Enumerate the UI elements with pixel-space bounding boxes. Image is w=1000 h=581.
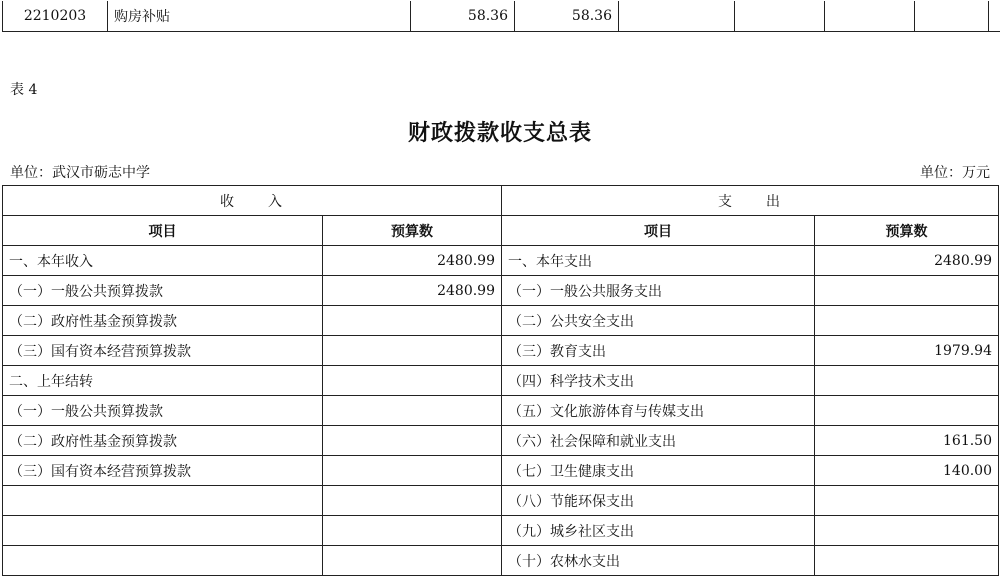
income-item-cell: （一）一般公共预算拨款: [3, 276, 323, 306]
income-item-cell: （二）政府性基金预算拨款: [3, 306, 323, 336]
value-cell: 58.36: [411, 1, 515, 32]
table-row: [3, 396, 999, 426]
expense-value-cell: 2480.99: [815, 246, 999, 276]
income-item-cell: 一、本年收入: [3, 246, 323, 276]
income-item-cell: （二）政府性基金预算拨款: [3, 426, 323, 456]
income-value-cell: 2480.99: [323, 246, 502, 276]
table-row: [3, 276, 999, 306]
empty-cell: [735, 1, 825, 32]
table-row: [3, 306, 999, 336]
income-value-cell: [323, 516, 502, 546]
table-row: [3, 546, 999, 576]
section-header-row: [3, 186, 999, 216]
expense-value-cell: 1979.94: [815, 336, 999, 366]
expense-item-cell: 一、本年支出: [502, 246, 815, 276]
income-value-cell: 2480.99: [323, 276, 502, 306]
income-value-cell: [323, 546, 502, 576]
expense-value-cell: 161.50: [815, 426, 999, 456]
income-budget-header: 预算数: [323, 216, 502, 246]
expense-value-cell: [815, 546, 999, 576]
empty-cell: [619, 1, 735, 32]
income-item-cell: （一）一般公共预算拨款: [3, 396, 323, 426]
table-row: [3, 366, 999, 396]
page-title: 财政拨款收支总表: [407, 120, 592, 146]
table-row: [3, 246, 999, 276]
income-header: 收 入: [3, 186, 502, 216]
income-item-cell: [3, 546, 323, 576]
table-row: [3, 456, 999, 486]
expense-item-cell: （七）卫生健康支出: [502, 456, 815, 486]
income-item-cell: [3, 486, 323, 516]
income-item-cell: （三）国有资本经营预算拨款: [3, 456, 323, 486]
expense-item-cell: （六）社会保障和就业支出: [502, 426, 815, 456]
currency-unit: 单位：万元: [920, 165, 990, 181]
income-item-cell: （三）国有资本经营预算拨款: [3, 336, 323, 366]
value-cell: 58.36: [515, 1, 619, 32]
expense-item-cell: （八）节能环保支出: [502, 486, 815, 516]
income-item-cell: 二、上年结转: [3, 366, 323, 396]
organization-unit: 单位：武汉市砺志中学: [10, 165, 150, 181]
table-number-label: 表 4: [10, 82, 38, 98]
expense-value-cell: [815, 276, 999, 306]
budget-summary-table: [2, 185, 999, 576]
expense-value-cell: [815, 396, 999, 426]
previous-table-last-row: [2, 1, 1000, 32]
expense-value-cell: [815, 516, 999, 546]
income-value-cell: [323, 456, 502, 486]
income-item-header: 项目: [3, 216, 323, 246]
expense-item-cell: （十）农林水支出: [502, 546, 815, 576]
column-header-row: [3, 216, 999, 246]
expense-value-cell: 140.00: [815, 456, 999, 486]
empty-cell: [989, 1, 1000, 32]
expense-item-cell: （九）城乡社区支出: [502, 516, 815, 546]
expense-item-cell: （一）一般公共服务支出: [502, 276, 815, 306]
subject-name: 购房补贴: [108, 1, 411, 32]
expense-value-cell: [815, 366, 999, 396]
income-value-cell: [323, 336, 502, 366]
empty-cell: [825, 1, 915, 32]
expense-item-cell: （四）科学技术支出: [502, 366, 815, 396]
expense-item-cell: （五）文化旅游体育与传媒支出: [502, 396, 815, 426]
table-row: [3, 516, 999, 546]
expense-item-header: 项目: [502, 216, 815, 246]
table-row: [3, 1, 1000, 32]
expense-value-cell: [815, 486, 999, 516]
expense-item-cell: （三）教育支出: [502, 336, 815, 366]
table-row: [3, 426, 999, 456]
income-value-cell: [323, 306, 502, 336]
income-value-cell: [323, 426, 502, 456]
income-value-cell: [323, 366, 502, 396]
table-row: [3, 336, 999, 366]
expense-value-cell: [815, 306, 999, 336]
empty-cell: [915, 1, 989, 32]
income-value-cell: [323, 486, 502, 516]
income-value-cell: [323, 396, 502, 426]
income-item-cell: [3, 516, 323, 546]
table-row: [3, 486, 999, 516]
expense-budget-header: 预算数: [815, 216, 999, 246]
expense-header: 支 出: [502, 186, 999, 216]
expense-item-cell: （二）公共安全支出: [502, 306, 815, 336]
subject-code: 2210203: [3, 1, 108, 32]
